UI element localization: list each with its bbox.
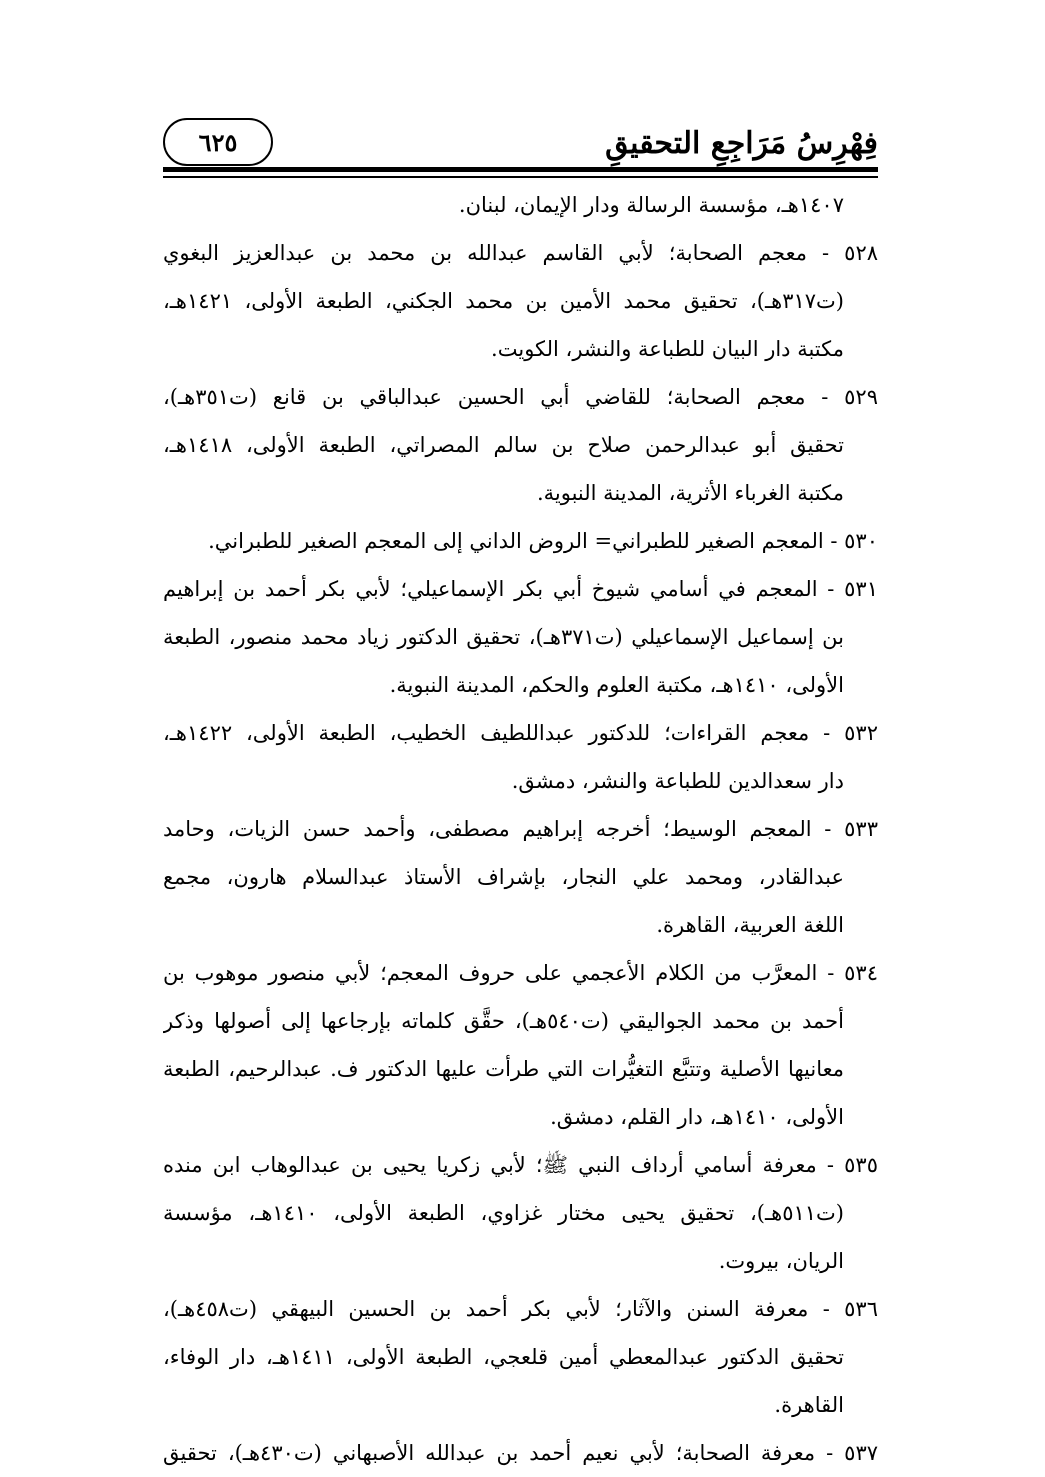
page-title: فِهْرِسُ مَرَاجِعِ التحقيقِ — [605, 126, 878, 161]
reference-entry — [163, 805, 878, 949]
reference-line: القاهرة. — [774, 1393, 844, 1417]
reference-line: ٥٣٧ - معرفة الصحابة؛ لأبي نعيم أحمد بن عبدالله الأصبهاني (ت٤٣٠هـ)، تحقيق — [163, 1441, 878, 1465]
reference-line: الريان، بيروت. — [718, 1249, 844, 1273]
reference-line: الأولى، ١٤١٠هـ، مكتبة العلوم والحكم، المدينة النبوية. — [389, 673, 844, 697]
reference-line: (ت٥١١هـ)، تحقيق يحيى مختار غزاوي، الطبعة الأولى، ١٤١٠هـ، مؤسسة — [163, 1201, 844, 1225]
reference-entry — [163, 1285, 878, 1429]
reference-line: مكتبة دار البيان للطباعة والنشر، الكويت. — [491, 337, 844, 361]
reference-line: اللغة العربية، القاهرة. — [656, 913, 844, 937]
reference-entry — [163, 1141, 878, 1285]
header-rule-thin — [163, 176, 878, 178]
reference-entry — [163, 229, 878, 373]
reference-line: أحمد بن محمد الجواليقي (ت٥٤٠هـ)، حقَّق كلماته بإرجاعها إلى أصولها وذكر — [163, 1009, 844, 1033]
reference-entry — [163, 517, 878, 565]
reference-entry — [163, 565, 878, 709]
reference-line: بن إسماعيل الإسماعيلي (ت٣٧١هـ)، تحقيق الدكتور زياد محمد منصور، الطبعة — [163, 625, 844, 649]
reference-line: تحقيق الدكتور عبدالمعطي أمين قلعجي، الطبعة الأولى، ١٤١١هـ، دار الوفاء، — [163, 1345, 844, 1369]
header-rule-thick — [163, 167, 878, 172]
reference-line: عبدالقادر، ومحمد علي النجار، بإشراف الأستاذ عبدالسلام هارون، مجمع — [163, 865, 844, 889]
reference-entry — [163, 949, 878, 1141]
reference-line: مكتبة الغرباء الأثرية، المدينة النبوية. — [536, 481, 844, 505]
reference-line: (ت٣١٧هـ)، تحقيق محمد الأمين بن محمد الجكني، الطبعة الأولى، ١٤٢١هـ، — [163, 289, 844, 313]
reference-line: ٥٣٥ - معرفة أسامي أرداف النبي ﷺ؛ لأبي زكريا يحيى بن عبدالوهاب ابن منده — [163, 1153, 878, 1177]
reference-line: تحقيق أبو عبدالرحمن صلاح بن سالم المصراتي، الطبعة الأولى، ١٤١٨هـ، — [163, 433, 844, 457]
reference-entry — [163, 1429, 878, 1477]
page-number: ٦٢٥ — [198, 127, 238, 157]
reference-line: ٥٢٨ - معجم الصحابة؛ لأبي القاسم عبدالله بن محمد بن عبدالعزيز البغوي — [163, 241, 878, 265]
reference-line: ٥٣١ - المعجم في أسامي شيوخ أبي بكر الإسماعيلي؛ لأبي بكر أحمد بن إبراهيم — [163, 577, 878, 601]
reference-line: معانيها الأصلية وتتبَّع التغيُّرات التي طرأت عليها الدكتور ف. عبدالرحيم، الطبعة — [163, 1057, 844, 1081]
page-header — [163, 108, 878, 170]
references-list — [163, 181, 878, 1477]
reference-line: دار سعدالدين للطباعة والنشر، دمشق. — [511, 769, 844, 793]
reference-entry — [163, 709, 878, 805]
reference-line: ١٤٠٧هـ، مؤسسة الرسالة ودار الإيمان، لبنان. — [458, 193, 844, 217]
reference-line: ٥٣٢ - معجم القراءات؛ للدكتور عبداللطيف الخطيب، الطبعة الأولى، ١٤٢٢هـ، — [163, 721, 878, 745]
reference-entry — [163, 181, 878, 229]
reference-line: ٥٣٠ - المعجم الصغير للطبراني= الروض الداني إلى المعجم الصغير للطبراني. — [208, 529, 878, 553]
reference-line: ٥٣٤ - المعرَّب من الكلام الأعجمي على حروف المعجم؛ لأبي منصور موهوب بن — [163, 961, 878, 985]
reference-entry — [163, 373, 878, 517]
reference-line: ٥٣٣ - المعجم الوسيط؛ أخرجه إبراهيم مصطفى، وأحمد حسن الزيات، وحامد — [163, 817, 878, 841]
reference-line: ٥٢٩ - معجم الصحابة؛ للقاضي أبي الحسين عبدالباقي بن قانع (ت٣٥١هـ)، — [163, 385, 878, 409]
reference-line: ٥٣٦ - معرفة السنن والآثار؛ لأبي بكر أحمد بن الحسين البيهقي (ت٤٥٨هـ)، — [163, 1297, 878, 1321]
page-number-badge — [163, 118, 273, 166]
reference-line: الأولى، ١٤١٠هـ، دار القلم، دمشق. — [550, 1105, 844, 1129]
